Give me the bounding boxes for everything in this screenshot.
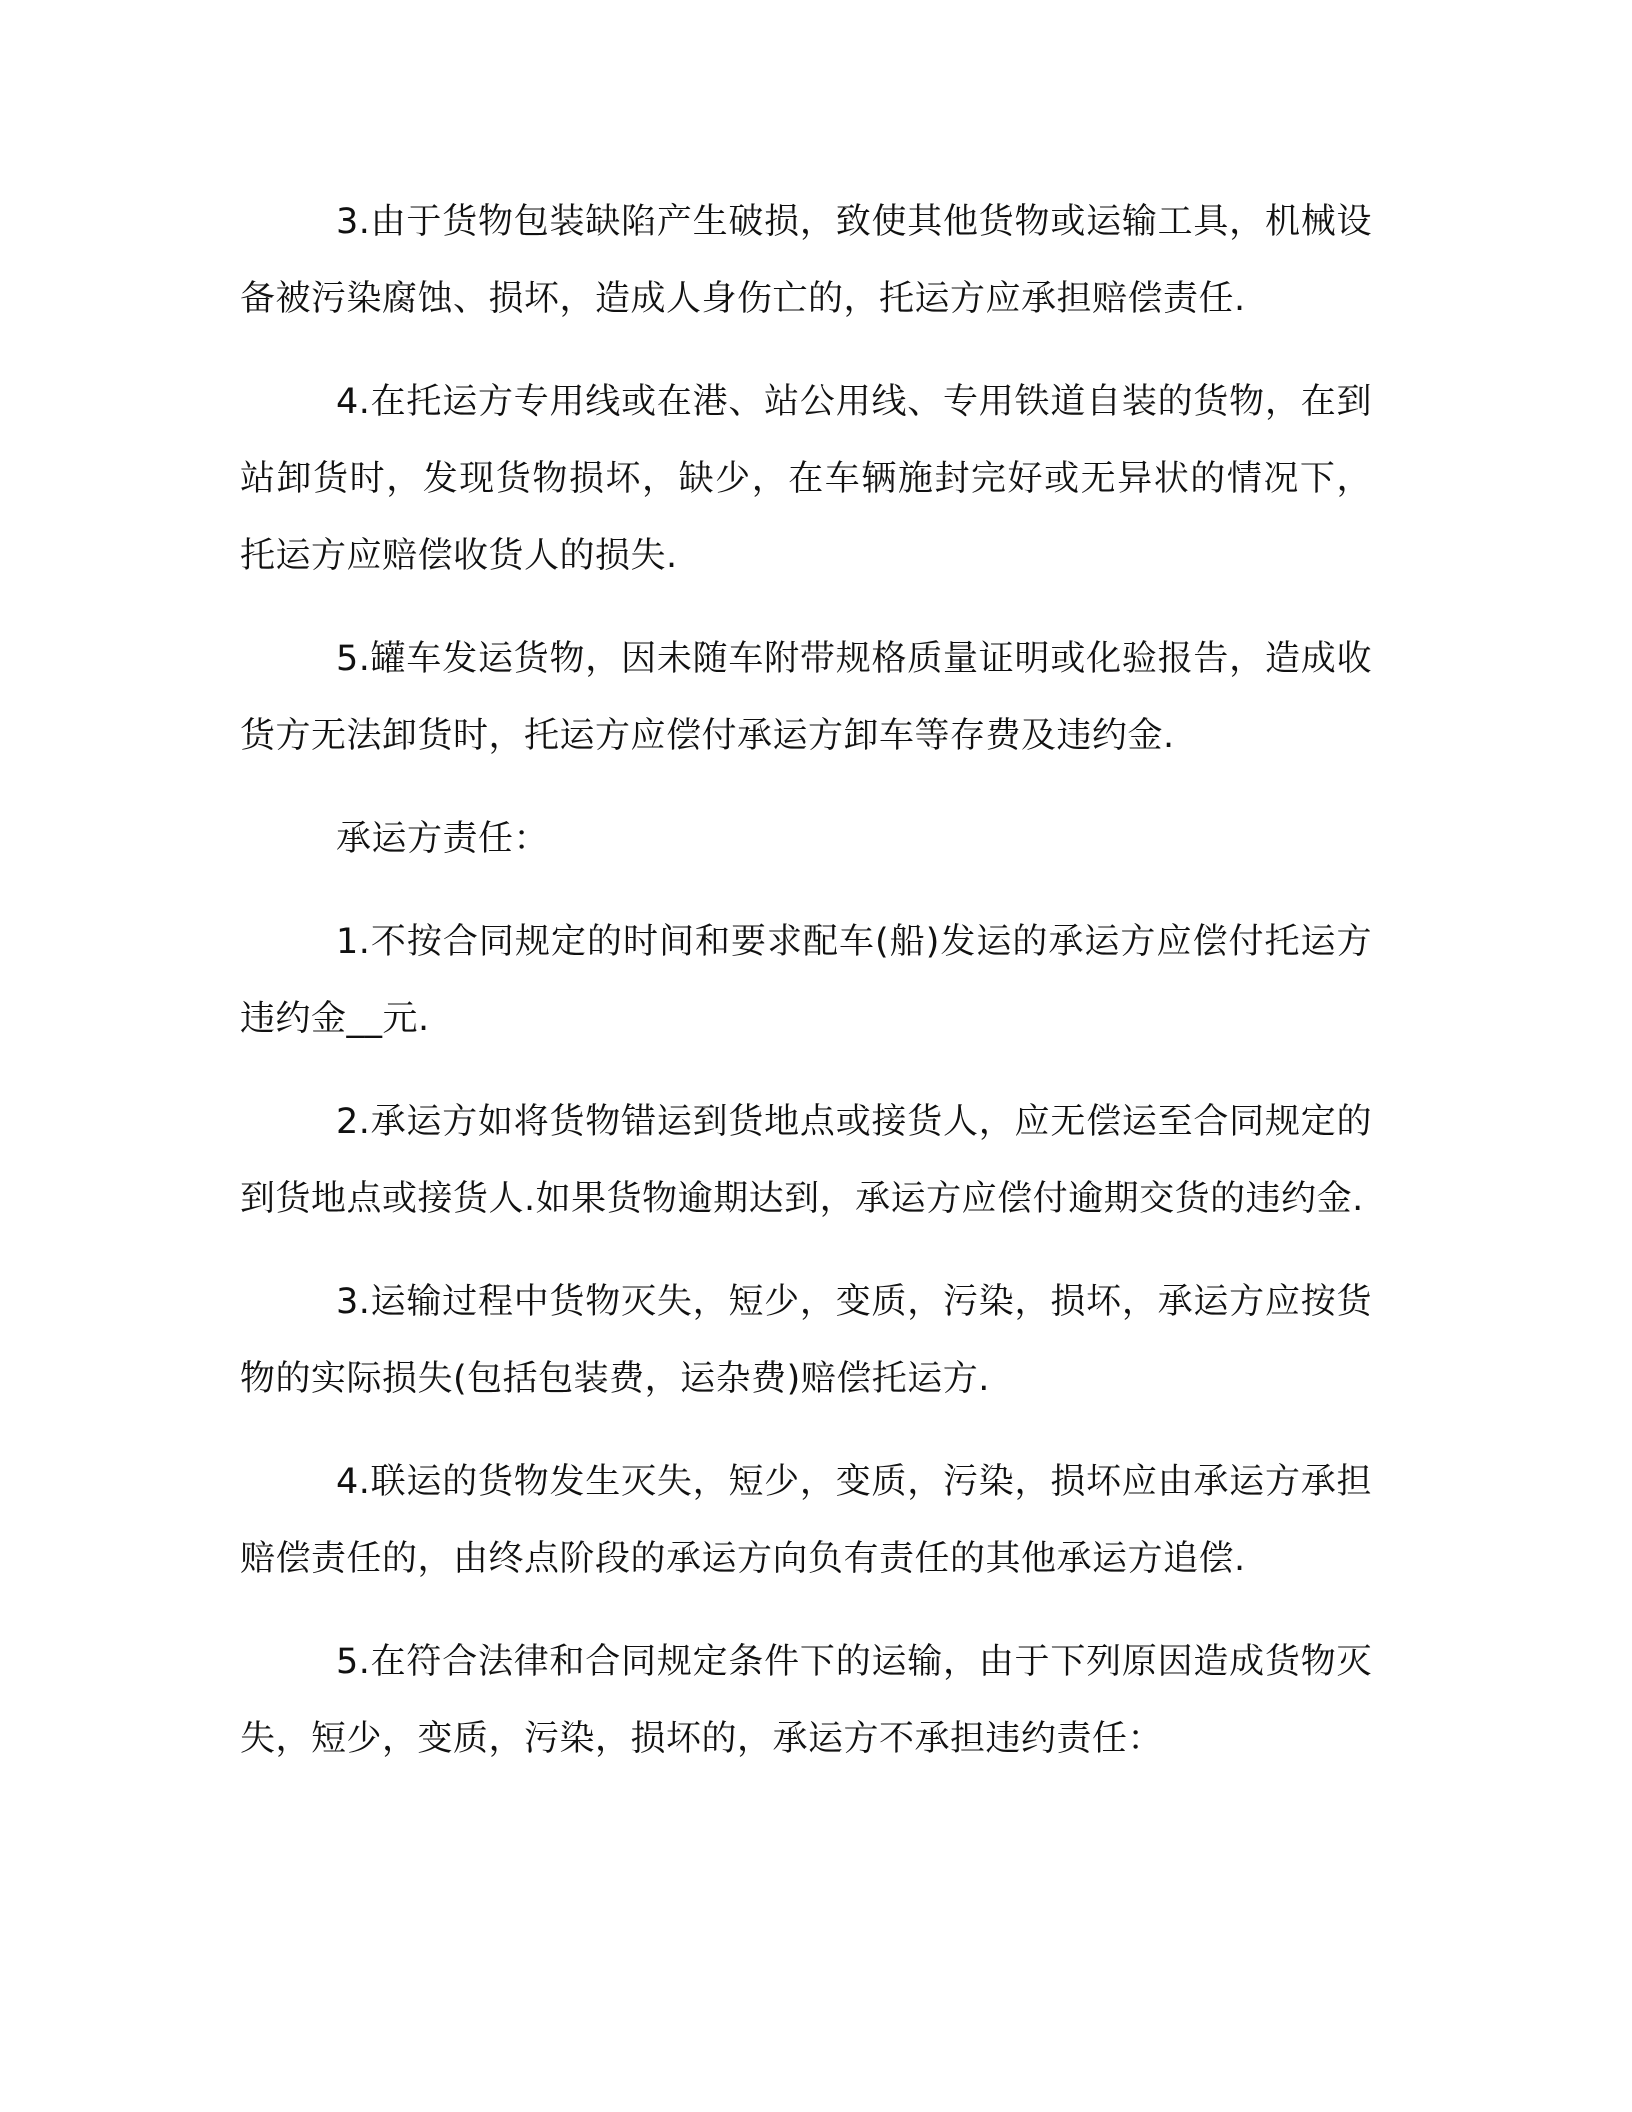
paragraph-carrier-1: 1.不按合同规定的时间和要求配车(船)发运的承运方应偿付托运方违约金__元.	[240, 922, 1372, 1039]
section-heading-carrier-responsibility: 承运方责任：	[336, 819, 550, 859]
paragraph-shipper-4: 4.在托运方专用线或在港、站公用线、专用铁道自装的货物，在到站卸货时，发现货物损坏，缺少，在车辆施封完好或无异状的情况下，托运方应赔偿收货人的损失.	[240, 382, 1372, 576]
paragraph-shipper-3: 3.由于货物包装缺陷产生破损，致使其他货物或运输工具，机械设备被污染腐蚀、损坏，造成人身伤亡的，托运方应承担赔偿责任.	[240, 202, 1372, 319]
paragraph-carrier-2: 2.承运方如将货物错运到货地点或接货人，应无偿运至合同规定的到货地点或接货人.如果货物逾期达到，承运方应偿付逾期交货的违约金.	[240, 1102, 1372, 1219]
paragraph-carrier-5: 5.在符合法律和合同规定条件下的运输，由于下列原因造成货物灭失，短少，变质，污染，损坏的，承运方不承担违约责任：	[240, 1642, 1372, 1759]
paragraph-carrier-3: 3.运输过程中货物灭失，短少，变质，污染，损坏，承运方应按货物的实际损失(包括包装费，运杂费)赔偿托运方.	[240, 1282, 1372, 1399]
paragraph-carrier-4: 4.联运的货物发生灭失，短少，变质，污染，损坏应由承运方承担赔偿责任的，由终点阶段的承运方向负有责任的其他承运方追偿.	[240, 1462, 1372, 1579]
document-body	[240, 184, 1372, 1804]
paragraph-shipper-5: 5.罐车发运货物，因未随车附带规格质量证明或化验报告，造成收货方无法卸货时，托运方应偿付承运方卸车等存费及违约金.	[240, 639, 1372, 756]
